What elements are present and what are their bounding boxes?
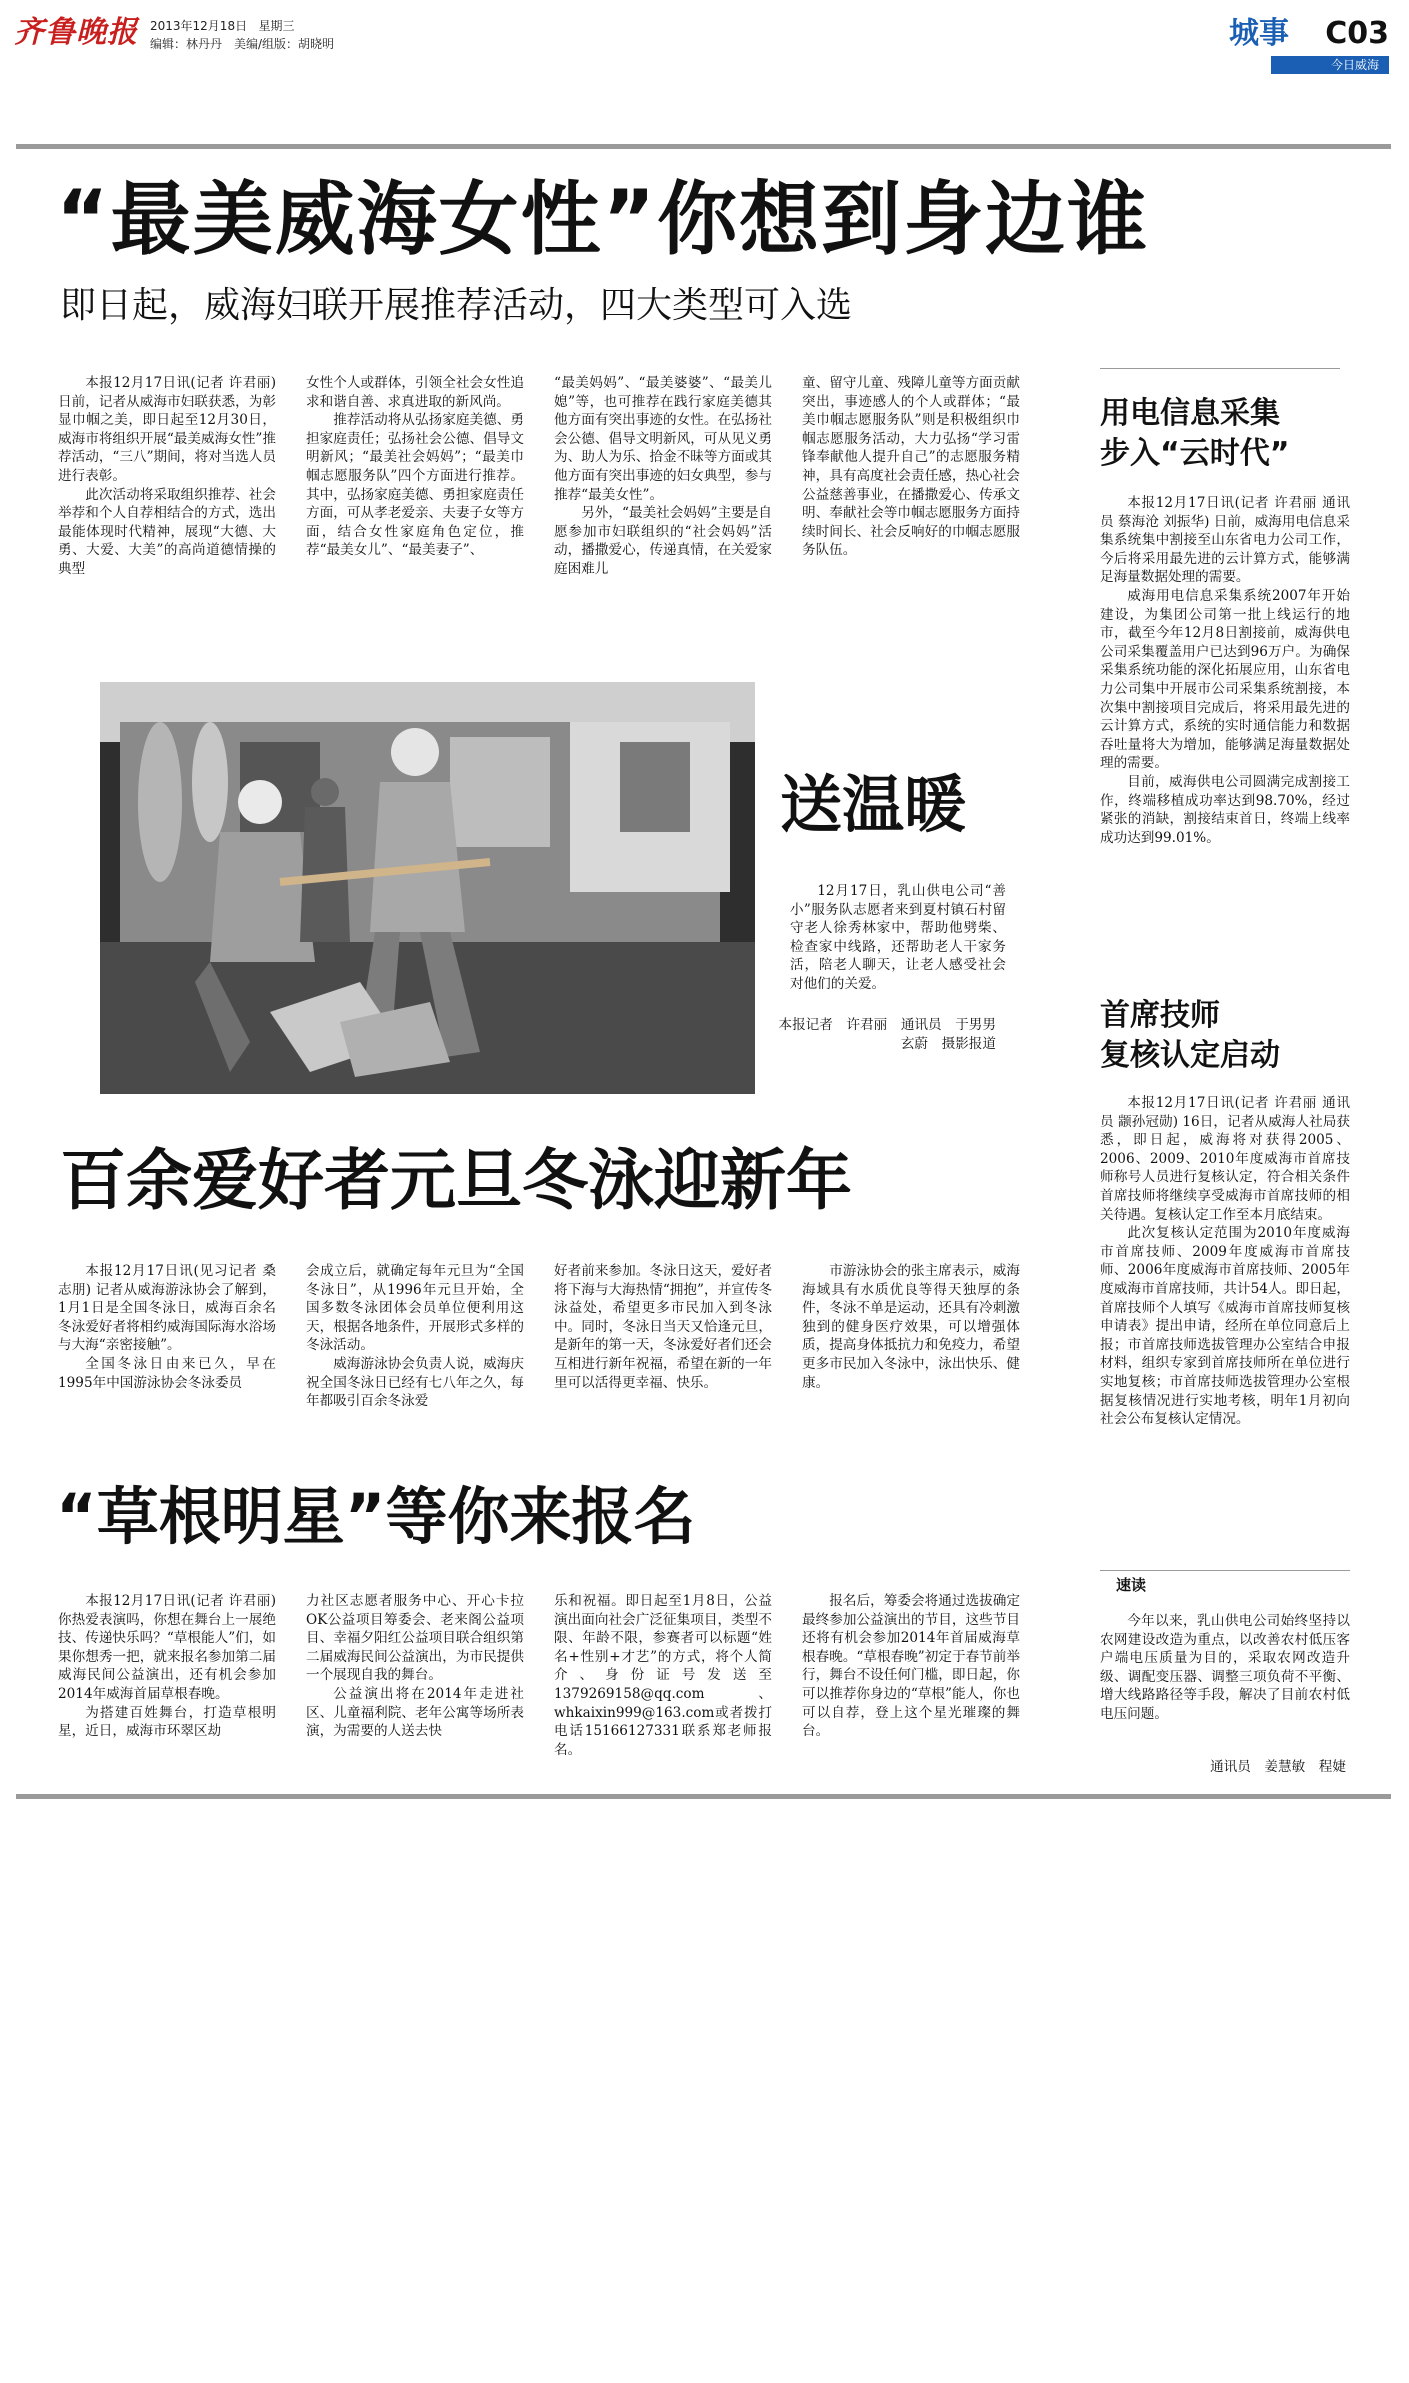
brief-rule <box>1100 1570 1350 1571</box>
photo-illustration <box>100 682 755 1094</box>
winter-column-3 <box>554 1262 772 1392</box>
paragraph: 女性个人或群体，引领全社会女性追求和谐自善、求真进取的新风尚。 <box>306 375 524 410</box>
top-rule <box>16 144 1391 149</box>
news-photo <box>100 682 755 1094</box>
lead-column-2 <box>306 374 524 560</box>
issue-weekday: 星期三 <box>258 19 295 33</box>
brief-label: 速读 <box>1116 1576 1147 1594</box>
side2-title-line1: 首席技师 <box>1100 998 1220 1033</box>
lead-column-3 <box>554 374 772 579</box>
side1-title-line1: 用电信息采集 <box>1100 396 1280 431</box>
paragraph: 本报12月17日讯(见习记者 桑志朋) 记者从威海游泳协会了解到，1月1日是全国冬泳日，威海百余名冬泳爱好者将相约威海国际海水浴场与大海“亲密接触”。 <box>58 1263 276 1354</box>
issue-date: 2013年12月18日 <box>150 19 248 33</box>
side2-body <box>1100 1094 1350 1429</box>
section-name: 城事 <box>1229 16 1289 51</box>
paragraph: 威海用电信息采集系统2007年开始建设，为集团公司第一批上线运行的地市，截至今年12月8日割接前，威海供电公司采集覆盖用户已达到96万户。为确保采集系统功能的深化拓展应用，山东省电力公司集中开展市公司采集系统割接，本次集中割接项目完成后，将采用最先进的云计算方式，系统的实时通信能力和数据吞吐量将大为增加，能够满足海量数据处理的需要。 <box>1100 587 1350 772</box>
paragraph: 报名后，筹委会将通过选拔确定最终参加公益演出的节目，这些节目还将有机会参加2014年首届威海草根春晚。“草根春晚”初定于春节前举行，舞台不设任何门槛，即日起，你可以推荐你身边的“草根”能人，你也可以自荐，登上这个星光璀璨的舞台。 <box>802 1593 1020 1740</box>
sidebar-rule <box>1100 368 1340 369</box>
paragraph: 市游泳协会的张主席表示，威海海域具有水质优良等得天独厚的条件，冬泳不单是运动，还具有冷刺激独到的健身医疗效果，可以增强体质，提高身体抵抗力和免疫力，希望更多市民加入冬泳中，泳出快乐、健康。 <box>802 1263 1020 1391</box>
paragraph: 12月17日，乳山供电公司“善小”服务队志愿者来到夏村镇石村留守老人徐秀林家中，帮助他劈柴、检查家中线路，还帮助老人干家务活，陪老人聊天，让老人感受社会对他们的关爱。 <box>790 883 1006 992</box>
winter-column-4 <box>802 1262 1020 1392</box>
paragraph: 此次活动将采取组织推荐、社会举荐和个人自荐相结合的方式，选出最能体现时代精神，展现“大德、大勇、大爱、大美”的高尚道德情操的典型 <box>58 486 276 577</box>
paragraph: 推荐活动将从弘扬家庭美德、勇担家庭责任；弘扬社会公德、倡导文明新风；“最美社会妈妈”；“最美巾帼志愿服务队”四个方面进行推荐。其中，弘扬家庭美德、勇担家庭责任方面，可从孝老爱亲、夫妻子女等方面，结合女性家庭角色定位，推荐“最美女儿”、“最美妻子”、 <box>306 412 524 559</box>
paragraph: 本报12月17日讯(记者 许君丽) 日前，记者从威海市妇联获悉，为彰显巾帼之美，即日起至12月30日，威海市将组织开展“最美威海女性”推荐活动，“三八”期间，将对当选人员进行表彰。 <box>58 375 276 484</box>
bottom-rule <box>16 1794 1391 1799</box>
paragraph: 此次复核认定范围为2010年度威海市首席技师、2009年度威海市首席技师、2006年度威海市首席技师、2005年度威海市首席技师，共计54人。即日起，首席技师个人填写《威海市首席技师复核申请表》提出申请，经所在单位同意后上报；市首席技师选拔管理办公室结合申报材料，组织专家到首席技师所在单位进行实地复核；市首席技师选拔管理办公室根据复核情况进行实地考核，明年1月初向社会公布复核认定情况。 <box>1100 1225 1350 1428</box>
paragraph: 会成立后，就确定每年元旦为“全国冬泳日”，从1996年元旦开始，全国多数冬泳团体会员单位便利用这天，根据各地条件，开展形式多样的冬泳活动。 <box>306 1263 524 1354</box>
issue-date-line <box>150 18 295 35</box>
paragraph: 童、留守儿童、残障儿童等方面贡献突出，事迹感人的个人或群体；“最美巾帼志愿服务队”则是积极组织巾帼志愿服务活动，大力弘扬“学习雷锋奉献他人提升自己”的志愿服务精神，具有高度社会责任感，热心社会公益慈善事业，在播撒爱心、传承文明、奉献社会等巾帼志愿服务方面持续时间长、社会反响好的巾帼志愿服务队伍。 <box>802 375 1020 559</box>
paragraph: 力社区志愿者服务中心、开心卡拉OK公益项目筹委会、老来阁公益项目、幸福夕阳红公益项目联合组织第二届威海民间公益演出，为市民提供一个展现自我的舞台。 <box>306 1593 524 1684</box>
paragraph: 本报12月17日讯(记者 许君丽 通讯员 蔡海沧 刘振华) 日前，威海用电信息采集系统集中割接至山东省电力公司工作，今后将采用最先进的云计算方式，能够满足海量数据处理的需要。 <box>1100 495 1350 586</box>
paragraph: “最美妈妈”、“最美婆婆”、“最美儿媳”等，也可推荐在践行家庭美德其他方面有突出事迹的女性。在弘扬社会公德、倡导文明新风，可从见义勇为、助人为乐、拾金不昧等方面或其他方面有突出事迹的妇女典型，参与推荐“最美女性”。 <box>554 375 772 503</box>
side2-title <box>1100 996 1280 1076</box>
lead-headline: “最美威海女性”你想到身边谁 <box>56 173 1150 266</box>
paragraph: 好者前来参加。冬泳日这天，爱好者将下海与大海热情“拥抱”，并宣传冬泳益处，希望更多市民加入到冬泳中。同时，冬泳日当天又恰逢元旦，是新年的第一天，冬泳爱好者们还会互相进行新年祝福，希望在新的一年里可以活得更幸福、快乐。 <box>554 1263 772 1391</box>
side1-title <box>1100 394 1289 474</box>
photo-credit: 本报记者 许君丽 通讯员 于男男 玄蔚 摄影报道 <box>778 1017 1010 1052</box>
photo-story-title: 送温暖 <box>780 768 967 841</box>
paragraph: 目前，威海供电公司圆满完成割接工作，终端移植成功率达到98.70%，经过紧张的消缺，割接结束首日，终端上线率成功达到99.01%。 <box>1100 773 1350 846</box>
paragraph: 本报12月17日讯(记者 许君丽) 你热爱表演吗，你想在舞台上一展绝技、传递快乐吗？“草根能人”们，如果你想秀一把，就来报名参加第二届威海民间公益演出，还有机会参加2014年威海首届草根春晚。 <box>58 1593 276 1702</box>
winter-headline: 百余爱好者元旦冬泳迎新年 <box>60 1142 852 1219</box>
brief-credit: 通讯员 姜慧敏 程婕 <box>1210 1759 1346 1775</box>
lead-subhead: 即日起，威海妇联开展推荐活动，四大类型可入选 <box>60 285 853 326</box>
winter-column-2 <box>306 1262 524 1411</box>
grass-column-3 <box>554 1592 772 1759</box>
paragraph: 公益演出将在2014年走进社区、儿童福利院、老年公寓等场所表演，为需要的人送去快 <box>306 1685 524 1740</box>
side2-title-line2: 复核认定启动 <box>1100 1038 1280 1073</box>
grass-column-4 <box>802 1592 1020 1741</box>
side1-title-line2: 步入“云时代” <box>1100 436 1290 471</box>
paragraph: 为搭建百姓舞台，打造草根明星，近日，威海市环翠区劫 <box>58 1704 276 1740</box>
paragraph: 全国冬泳日由来已久，早在1995年中国游泳协会冬泳委员 <box>58 1355 276 1391</box>
side1-body <box>1100 494 1350 847</box>
paper-logo: 齐鲁晚报 <box>14 15 138 50</box>
grass-column-2 <box>306 1592 524 1741</box>
paragraph: 本报12月17日讯(记者 许君丽 通讯员 颛孙冠勋) 16日，记者从威海人社局获悉，即日起，威海将对获得2005、2006、2009、2010年度威海市首席技师称号人员进行复核认定，符合相关条件首席技师将继续享受威海市首席技师的相关待遇。复核认定工作至本月底结束。 <box>1100 1095 1350 1223</box>
paragraph: 威海游泳协会负责人说，威海庆祝全国冬泳日已经有七八年之久，每年都吸引百余冬泳爱 <box>306 1355 524 1410</box>
page-number: C03 <box>1325 16 1389 51</box>
paragraph: 另外，“最美社会妈妈”主要是自愿参加市妇联组织的“社会妈妈”活动，播撒爱心，传递真情，在关爱家庭困难儿 <box>554 505 772 577</box>
brief-body <box>1100 1612 1350 1724</box>
grass-headline: “草根明星”等你来报名 <box>56 1480 696 1553</box>
paragraph: 今年以来，乳山供电公司始终坚持以农网建设改造为重点，以改善农村低压客户端电压质量为目的，采取农网改造升级、调配变压器、调整三项负荷不平衡、增大线路路径等手段，解决了目前农村低电压问题。 <box>1100 1613 1350 1722</box>
paragraph: 乐和祝福。即日起至1月8日，公益演出面向社会广泛征集项目，类型不限、年龄不限，参赛者可以标题“姓名+性别+才艺”的方式，将个人简介、身份证号发送至1379269158@qq.com、whkaixin999@163.com或者拨打电话15166127331联系郑老师报名。 <box>554 1593 772 1758</box>
section-header <box>1229 14 1389 72</box>
lead-column-4 <box>802 374 1020 560</box>
winter-column-1 <box>58 1262 276 1392</box>
edition-label: 今日威海 <box>1271 56 1389 74</box>
grass-column-1 <box>58 1592 276 1741</box>
photo-story-text <box>790 882 1006 994</box>
editor-credits: 编辑：林丹丹 美编/组版：胡晓明 <box>150 37 335 51</box>
lead-column-1 <box>58 374 276 579</box>
